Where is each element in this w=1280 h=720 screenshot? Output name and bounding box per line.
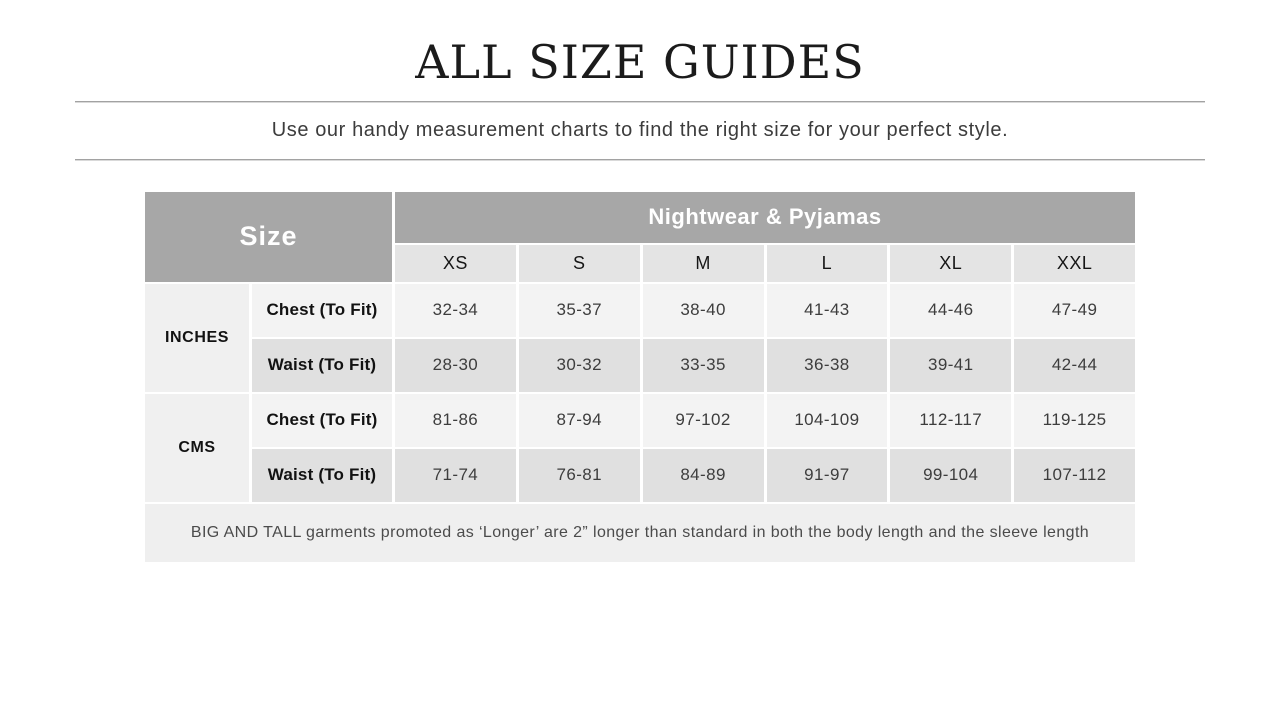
- row-label-chest-inches: Chest (To Fit): [252, 284, 392, 337]
- size-label-l: L: [767, 245, 888, 282]
- value-waist-cms-l: 91-97: [767, 449, 888, 502]
- value-chest-inches-xs: 32-34: [395, 284, 516, 337]
- row-label-waist-cms: Waist (To Fit): [252, 449, 392, 502]
- row-label-chest-cms: Chest (To Fit): [252, 394, 392, 447]
- value-chest-cms-xxl: 119-125: [1014, 394, 1135, 447]
- divider-bottom: [75, 159, 1205, 161]
- value-chest-inches-s: 35-37: [519, 284, 640, 337]
- value-waist-inches-xl: 39-41: [890, 339, 1011, 392]
- value-chest-cms-m: 97-102: [643, 394, 764, 447]
- size-label-xxl: XXL: [1014, 245, 1135, 282]
- value-chest-cms-s: 87-94: [519, 394, 640, 447]
- size-guide-table: [145, 192, 1135, 562]
- big-and-tall-footnote: BIG AND TALL garments promoted as ‘Longer’ are 2” longer than standard in both the body length and the sleeve length: [145, 504, 1135, 562]
- value-waist-inches-xs: 28-30: [395, 339, 516, 392]
- value-chest-cms-xl: 112-117: [890, 394, 1011, 447]
- size-header-cell: Size: [145, 192, 392, 282]
- value-waist-inches-s: 30-32: [519, 339, 640, 392]
- value-waist-cms-xxl: 107-112: [1014, 449, 1135, 502]
- page-subtitle: Use our handy measurement charts to find the right size for your perfect style.: [271, 118, 1009, 141]
- value-waist-inches-l: 36-38: [767, 339, 888, 392]
- size-label-xl: XL: [890, 245, 1011, 282]
- value-waist-inches-xxl: 42-44: [1014, 339, 1135, 392]
- value-chest-cms-l: 104-109: [767, 394, 888, 447]
- value-waist-cms-s: 76-81: [519, 449, 640, 502]
- page-title: ALL SIZE GUIDES: [415, 35, 865, 89]
- value-chest-inches-xxl: 47-49: [1014, 284, 1135, 337]
- size-label-s: S: [519, 245, 640, 282]
- value-waist-cms-xs: 71-74: [395, 449, 516, 502]
- unit-label-inches: INCHES: [145, 284, 249, 392]
- row-label-waist-inches: Waist (To Fit): [252, 339, 392, 392]
- size-label-m: M: [643, 245, 764, 282]
- category-header-cell: Nightwear & Pyjamas: [395, 192, 1135, 243]
- value-waist-cms-m: 84-89: [643, 449, 764, 502]
- value-chest-inches-xl: 44-46: [890, 284, 1011, 337]
- unit-label-cms: CMS: [145, 394, 249, 502]
- value-waist-cms-xl: 99-104: [890, 449, 1011, 502]
- value-chest-inches-m: 38-40: [643, 284, 764, 337]
- value-waist-inches-m: 33-35: [643, 339, 764, 392]
- value-chest-cms-xs: 81-86: [395, 394, 516, 447]
- value-chest-inches-l: 41-43: [767, 284, 888, 337]
- size-label-xs: XS: [395, 245, 516, 282]
